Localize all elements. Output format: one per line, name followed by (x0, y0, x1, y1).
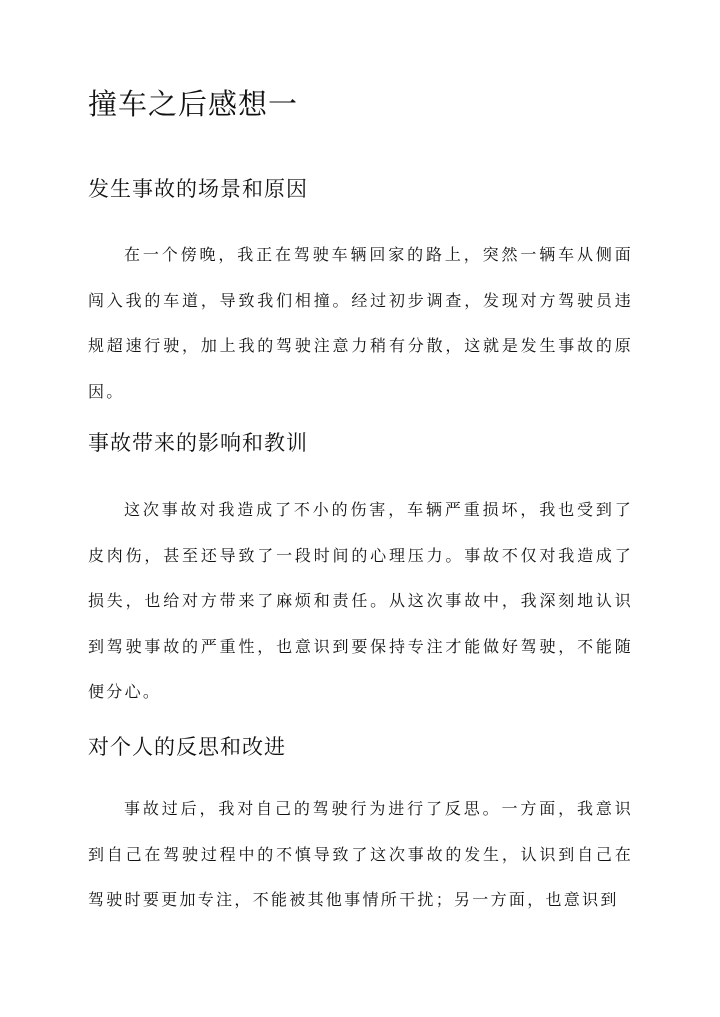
section-paragraph-reflection-improvement: 事故过后，我对自己的驾驶行为进行了反思。一方面，我意识到自己在驾驶过程中的不慎导致了这次事故的发生，认识到自己在驾驶时要更加专注，不能被其他事情所干扰；另一方面，也意识到 (88, 799, 633, 909)
section-paragraph-impact-lessons: 这次事故对我造成了不小的伤害，车辆严重损坏，我也受到了皮肉伤，甚至还导致了一段时间的心理压力。事故不仅对我造成了损失，也给对方带来了麻烦和责任。从这次事故中，我深刻地认识到驾驶事故的严重性，也意识到要保持专注才能做好驾驶，不能随便分心。 (88, 500, 633, 701)
section-heading-scene-cause: 发生事故的场景和原因 (88, 177, 308, 201)
document-title: 撞车之后感想一 (88, 87, 299, 121)
section-heading-reflection-improvement: 对个人的反思和改进 (88, 735, 286, 759)
section-heading-impact-lessons: 事故带来的影响和教训 (88, 431, 308, 455)
section-paragraph-scene-cause: 在一个傍晚，我正在驾驶车辆回家的路上，突然一辆车从侧面闯入我的车道，导致我们相撞。经过初步调查，发现对方驾驶员违规超速行驶，加上我的驾驶注意力稍有分散，这就是发生事故的原因。 (88, 245, 633, 401)
